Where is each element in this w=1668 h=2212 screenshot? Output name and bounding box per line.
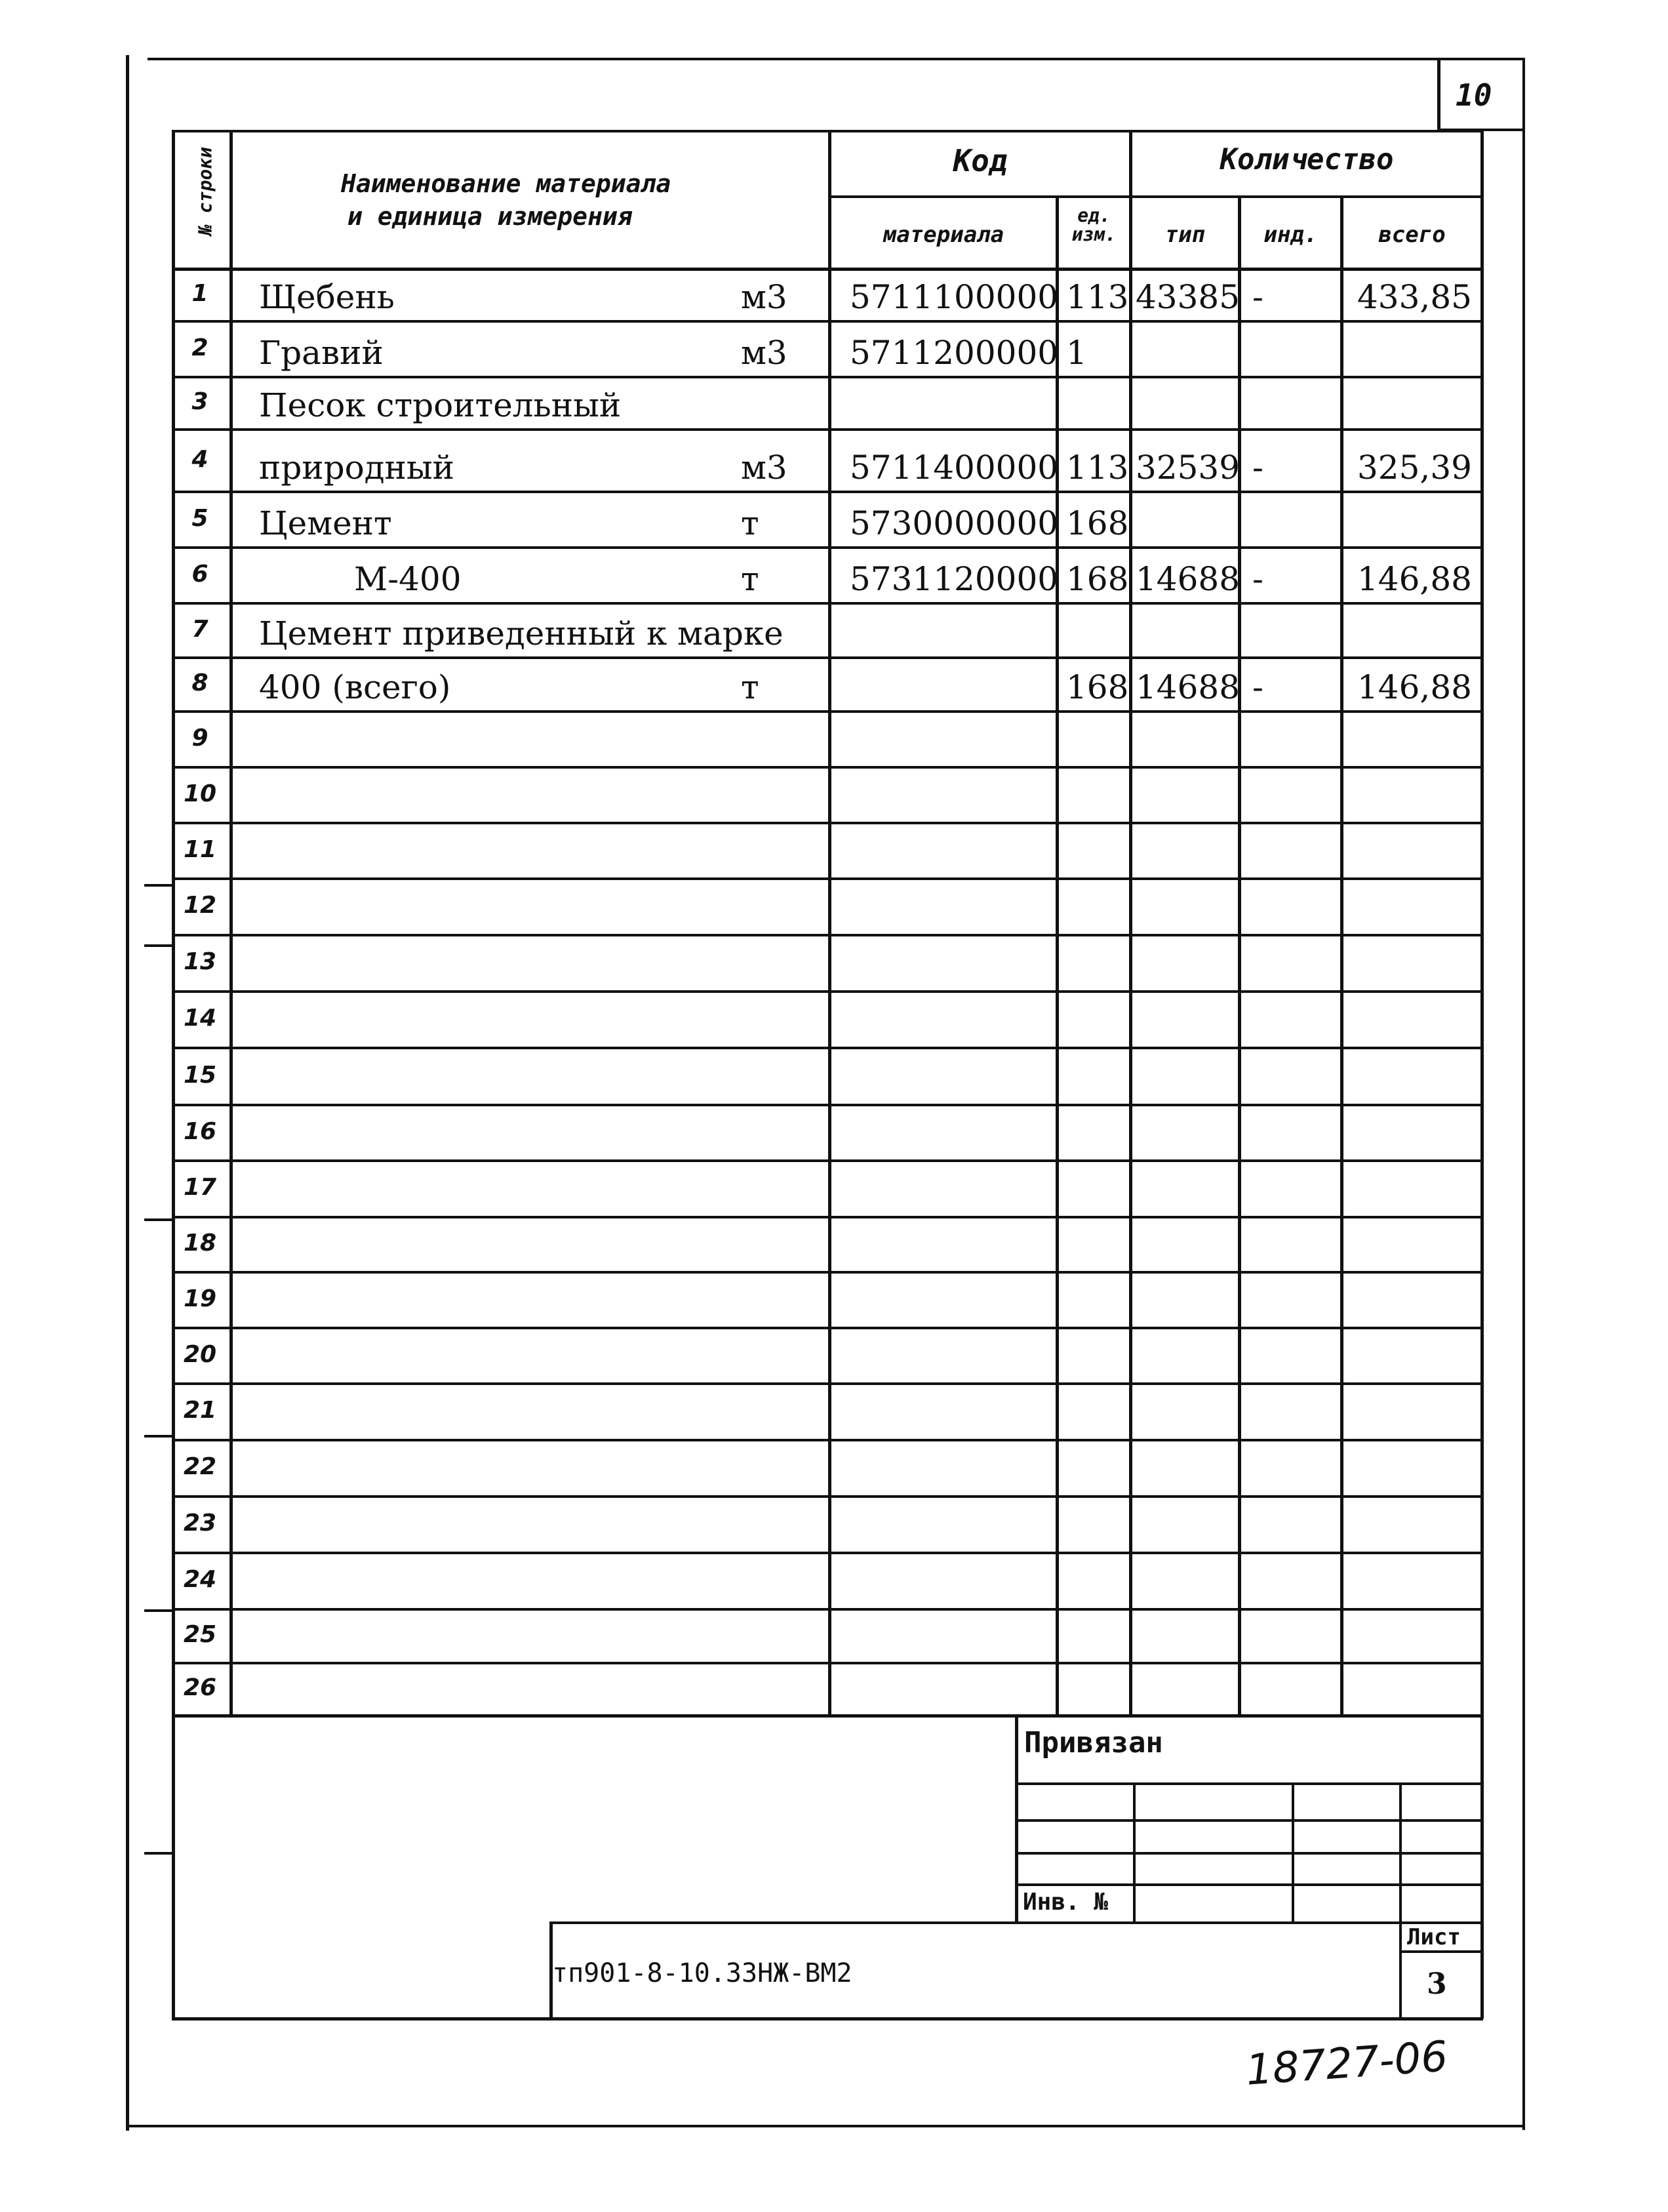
row-separator — [172, 766, 1482, 769]
cell-unit: т — [741, 560, 759, 598]
row-number: 9 — [191, 724, 208, 752]
table-bottom-line — [172, 1714, 1483, 1718]
margin-tick — [144, 944, 173, 947]
header-qty-type: тип — [1164, 222, 1206, 248]
cell-total: 146,88 — [1357, 560, 1472, 598]
cell-code: 5711200000 — [850, 334, 1059, 372]
col-line-unit — [1129, 130, 1132, 1717]
cell-type: 14688 — [1136, 560, 1241, 598]
row-number: 7 — [191, 615, 208, 643]
cell-total: 325,39 — [1357, 449, 1472, 487]
stamp-inv-label: Инв. № — [1023, 1889, 1109, 1916]
page-number-box-left — [1437, 59, 1440, 131]
cell-ucode: 168 — [1066, 504, 1129, 542]
row-number: 18 — [183, 1230, 217, 1257]
row-separator — [172, 1382, 1482, 1385]
stamp-bound-label: Привязан — [1024, 1726, 1163, 1760]
stamp-line-1 — [1015, 1782, 1482, 1785]
cell-name: 400 (всего) — [259, 668, 451, 706]
row-number: 2 — [191, 334, 208, 361]
stamp-col-c — [1399, 1782, 1402, 2019]
doc-code-top-line — [549, 1921, 1483, 1924]
row-separator — [172, 1047, 1482, 1049]
cell-unit: м3 — [741, 278, 787, 316]
row-separator — [172, 656, 1482, 659]
col-line-material — [1056, 197, 1059, 1717]
row-number: 12 — [183, 892, 217, 919]
row-number: 17 — [183, 1174, 217, 1201]
row-number: 25 — [183, 1621, 217, 1648]
row-separator — [172, 546, 1482, 549]
col-line-ind — [1340, 197, 1343, 1717]
row-number: 20 — [183, 1340, 217, 1368]
row-number: 8 — [191, 670, 208, 696]
table-right-line — [1480, 130, 1484, 2019]
row-number: 1 — [191, 280, 208, 307]
outer-left-margin-line — [126, 55, 129, 2131]
row-number: 3 — [191, 388, 208, 415]
cell-ind: - — [1252, 560, 1263, 598]
row-number: 6 — [191, 560, 208, 588]
row-separator — [172, 1608, 1482, 1611]
row-separator — [172, 934, 1482, 936]
cell-ucode: 113 — [1066, 449, 1129, 487]
header-name: Наименование материала — [341, 169, 671, 198]
row-number: 23 — [183, 1510, 217, 1537]
header-quantity: Количество — [1220, 143, 1394, 176]
cell-name: Гравий — [259, 334, 384, 372]
header-qty-total: всего — [1378, 222, 1446, 248]
sheet-value: 3 — [1427, 1967, 1447, 2001]
cell-name: природный — [259, 449, 454, 487]
row-separator — [172, 1495, 1482, 1498]
cell-total: 146,88 — [1357, 668, 1472, 706]
stamp-col-a — [1133, 1782, 1136, 1924]
row-separator — [172, 1216, 1482, 1218]
row-number: 26 — [183, 1674, 217, 1701]
stamp-col-b — [1292, 1782, 1294, 1924]
header-code-material: материала — [883, 222, 1004, 248]
page-number: 10 — [1456, 77, 1492, 113]
cell-unit: м3 — [741, 449, 787, 487]
outer-right-line — [1522, 58, 1525, 2130]
cell-code: 5731120000 — [850, 560, 1059, 598]
header-code-unit: ед. изм. — [1071, 205, 1117, 246]
row-separator — [172, 602, 1482, 605]
stamp-line-2 — [1015, 1819, 1482, 1822]
row-number: 16 — [183, 1117, 217, 1145]
row-number: 24 — [183, 1566, 217, 1593]
cell-ucode: 1 — [1066, 334, 1087, 372]
row-separator — [172, 1439, 1482, 1441]
header-row-number: № строки — [194, 147, 216, 235]
row-separator — [172, 1662, 1482, 1664]
cell-total: 433,85 — [1357, 278, 1472, 316]
row-number: 15 — [183, 1061, 217, 1089]
row-number: 13 — [183, 948, 217, 975]
row-number: 19 — [183, 1285, 217, 1312]
row-number: 22 — [183, 1453, 217, 1480]
row-number: 10 — [183, 780, 217, 807]
row-number: 21 — [183, 1397, 217, 1424]
footer-handwritten-note: 18727-06 — [1244, 2032, 1450, 2095]
row-separator — [172, 710, 1482, 713]
row-separator — [172, 877, 1482, 880]
row-separator — [172, 1552, 1482, 1554]
margin-tick — [144, 1435, 173, 1438]
col-line-rownum — [229, 130, 233, 1717]
sheet-label: Лист — [1407, 1924, 1461, 1950]
col-line-name — [828, 130, 831, 1717]
cell-name: М-400 — [354, 560, 462, 598]
row-separator — [172, 428, 1482, 431]
header-mid-line — [828, 195, 1482, 198]
cell-ind: - — [1252, 668, 1263, 706]
cell-name: Цемент приведенный к марке — [259, 614, 784, 653]
row-separator — [172, 1159, 1482, 1162]
cell-code: 5711400000 — [850, 449, 1059, 487]
stamp-line-3 — [1015, 1852, 1482, 1855]
cell-type: 32539 — [1136, 449, 1241, 487]
row-separator — [172, 1271, 1482, 1274]
cell-code: 5711100000 — [850, 278, 1059, 316]
cell-code: 5730000000 — [850, 504, 1059, 542]
cell-name: Щебень — [259, 278, 395, 316]
row-number: 11 — [183, 835, 217, 863]
row-number: 4 — [191, 445, 208, 473]
col-line-type — [1238, 197, 1241, 1717]
row-number: 5 — [191, 504, 208, 532]
header-qty-ind: инд. — [1263, 222, 1318, 248]
cell-unit: т — [741, 668, 759, 706]
cell-ind: - — [1252, 449, 1263, 487]
row-separator — [172, 1327, 1482, 1329]
header-bottom-line — [172, 268, 1483, 271]
table-top-line — [172, 130, 1483, 132]
row-number: 14 — [183, 1005, 217, 1032]
margin-tick — [144, 884, 173, 887]
row-separator — [172, 376, 1482, 378]
row-separator — [172, 491, 1482, 493]
row-separator — [172, 1104, 1482, 1106]
cell-ucode: 168 — [1066, 560, 1129, 598]
header-name-line2: и единица измерения — [348, 202, 633, 231]
cell-unit: м3 — [741, 334, 787, 372]
doc-code: тп901-8-10.33НЖ-ВМ2 — [552, 1958, 852, 1988]
cell-type: 43385 — [1136, 278, 1241, 316]
row-separator — [172, 990, 1482, 993]
cell-ucode: 168 — [1066, 668, 1129, 706]
margin-tick — [144, 1609, 173, 1612]
cell-name: Цемент — [259, 504, 392, 542]
row-separator — [172, 320, 1482, 323]
margin-tick — [144, 1852, 173, 1855]
stamp-bottom-line — [172, 2017, 1483, 2021]
header-code: Код — [953, 143, 1008, 178]
cell-ucode: 113 — [1066, 278, 1129, 316]
cell-type: 14688 — [1136, 668, 1241, 706]
outer-bottom-line — [126, 2125, 1525, 2127]
cell-ind: - — [1252, 278, 1263, 316]
cell-name: Песок строительный — [259, 386, 622, 424]
row-separator — [172, 822, 1482, 824]
cell-unit: т — [741, 504, 759, 542]
margin-tick — [144, 1218, 173, 1221]
stamp-line-4 — [1015, 1883, 1482, 1886]
sheet-label-line — [1399, 1950, 1483, 1953]
outer-top-line — [148, 58, 1524, 60]
